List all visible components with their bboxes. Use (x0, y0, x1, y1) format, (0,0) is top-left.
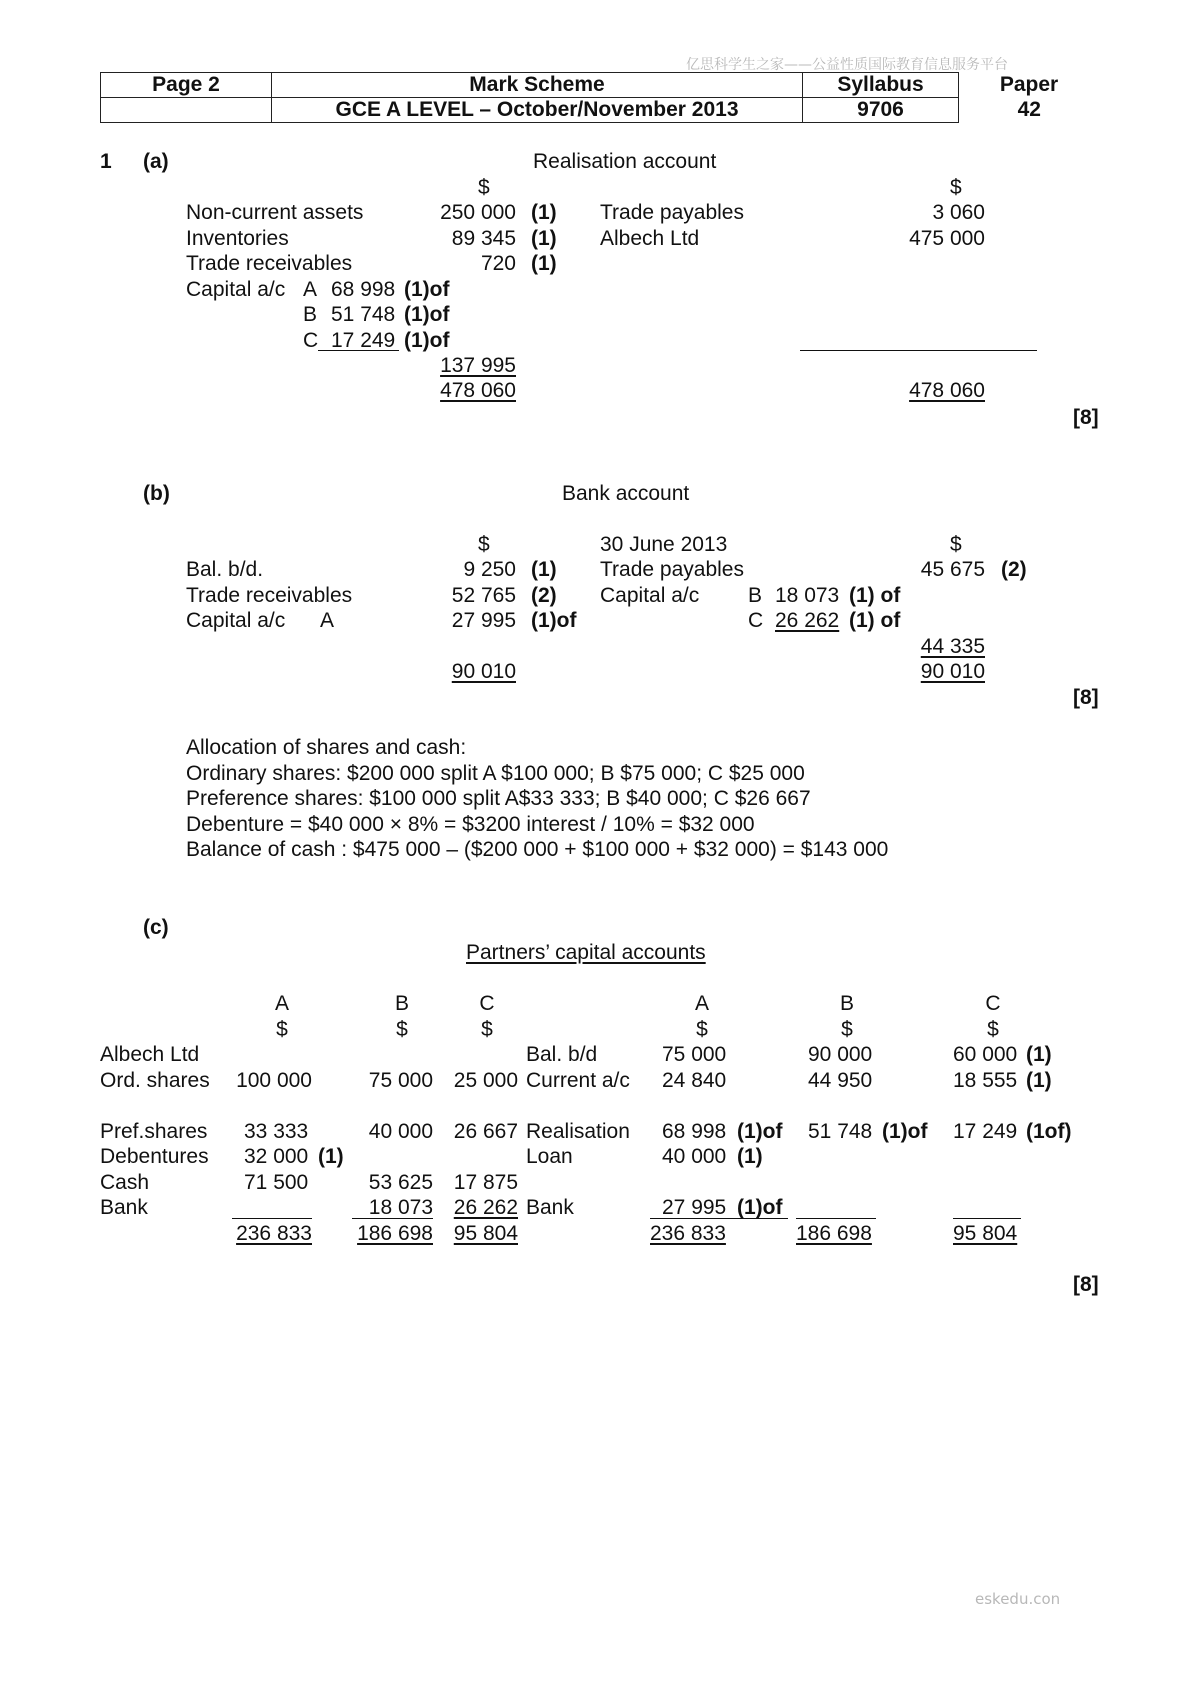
col-head-a: A (694, 992, 709, 1015)
header-page: Page 2 (101, 73, 272, 98)
capital-debit-a: 32 000 (244, 1145, 309, 1168)
bank-title: Bank account (562, 482, 690, 505)
bank-debit-label: Capital a/c (186, 609, 286, 632)
capital-credit-a-mark: (1) (737, 1145, 763, 1168)
capital-credit-b: 90 000 (808, 1043, 873, 1066)
capital-credit-b: 51 748 (808, 1120, 873, 1143)
realisation-credit-label: Trade payables (600, 201, 744, 224)
part-c-marks: [8] (1073, 1273, 1099, 1296)
bank-credit-dollar: $ (950, 533, 962, 556)
bank-credit-capital-value: 26 262 (775, 609, 840, 632)
realisation-debit-value: 720 (480, 252, 516, 275)
capital-debit-a: 33 333 (244, 1120, 309, 1143)
capital-debit-label: Pref.shares (100, 1120, 208, 1143)
allocation-line: Allocation of shares and cash: (186, 736, 467, 759)
bank-credit-value: 45 675 (920, 558, 985, 581)
col-head-a: A (274, 992, 289, 1015)
realisation-capital-total: 137 995 (440, 354, 516, 377)
realisation-debit-mark: (1) (531, 227, 557, 250)
bank-debit-value: 9 250 (463, 558, 516, 581)
capital-debit-a-mark: (1) (318, 1145, 344, 1168)
capital-credit-label: Bank (526, 1196, 574, 1219)
header-syllabus-label: Syllabus (803, 73, 959, 98)
capital-credit-a: 40 000 (662, 1145, 727, 1168)
capital-debit-b: 18 073 (368, 1196, 433, 1219)
col-head-c: C (479, 992, 495, 1015)
realisation-credit-label: Albech Ltd (600, 227, 700, 250)
realisation-debit-total: 478 060 (440, 379, 516, 402)
capital-debit-a-rule (232, 1218, 312, 1219)
capital-credit-b: 44 950 (808, 1069, 873, 1092)
capital-debit-total-b: 186 698 (357, 1222, 433, 1245)
realisation-capital-partner: B (303, 303, 318, 326)
bank-credit-capital-mark: (1) of (849, 609, 901, 632)
capital-credit-a-mark: (1)of (737, 1120, 783, 1143)
capital-debit-c: 25 000 (453, 1069, 518, 1092)
allocation-line: Balance of cash : $475 000 – ($200 000 + $100 000 + $32 000) = $143 000 (186, 838, 889, 861)
header-table (100, 72, 1100, 123)
capital-credit-c: 17 249 (953, 1120, 1018, 1143)
capital-credit-label: Realisation (526, 1120, 630, 1143)
capital-credit-total-b: 186 698 (796, 1222, 872, 1245)
capital-credit-c: 60 000 (953, 1043, 1018, 1066)
capital-debit-label: Debentures (100, 1145, 209, 1168)
bank-debit-value: 27 995 (451, 609, 516, 632)
capital-credit-a: 75 000 (662, 1043, 727, 1066)
allocation-line: Debenture = $40 000 × 8% = $3200 interest / 10% = $32 000 (186, 813, 755, 836)
capital-debit-total-c: 95 804 (453, 1222, 518, 1245)
watermark-top: 亿思科学生之家——公益性质国际教育信息服务平台 (686, 57, 1008, 73)
col-dollar: $ (987, 1018, 999, 1041)
capital-accounts-title: Partners’ capital accounts (466, 941, 706, 964)
allocation-line: Preference shares: $100 000 split A$33 333; B $40 000; C $26 667 (186, 787, 811, 810)
capital-credit-b-rule (796, 1218, 876, 1219)
question-number: 1 (100, 150, 112, 173)
allocation-line: Ordinary shares: $200 000 split A $100 000; B $75 000; C $25 000 (186, 762, 805, 785)
capital-debit-a: 71 500 (244, 1171, 309, 1194)
capital-debit-b: 53 625 (368, 1171, 433, 1194)
capital-credit-c-mark: (1) (1026, 1043, 1052, 1066)
header-syllabus: 9706 (803, 98, 959, 123)
realisation-capital-mark: (1)of (404, 278, 450, 301)
bank-debit-partner: A (320, 609, 335, 632)
bank-credit-mark: (2) (1001, 558, 1027, 581)
capital-debit-total-a: 236 833 (236, 1222, 312, 1245)
part-a-label: (a) (143, 150, 169, 173)
capital-credit-a: 68 998 (662, 1120, 727, 1143)
capital-debit-label: Cash (100, 1171, 150, 1194)
capital-debit-a: 100 000 (236, 1069, 312, 1092)
realisation-title: Realisation account (533, 150, 717, 173)
realisation-capital-value: 51 748 (331, 303, 396, 326)
watermark-bottom: eskedu.con (975, 1590, 1061, 1608)
realisation-credit-value: 3 060 (932, 201, 985, 224)
part-b-label: (b) (143, 482, 170, 505)
bank-debit-label: Trade receivables (186, 584, 353, 607)
capital-debit-b: 40 000 (368, 1120, 433, 1143)
realisation-capital-partner: C (303, 329, 319, 352)
bank-debit-total: 90 010 (451, 660, 516, 683)
col-dollar: $ (481, 1018, 493, 1041)
capital-credit-label: Bal. b/d (526, 1043, 598, 1066)
capital-credit-b-mark: (1)of (882, 1120, 928, 1143)
capital-credit-a: 27 995 (662, 1196, 727, 1219)
capital-credit-a-mark: (1)of (737, 1196, 783, 1219)
capital-credit-a: 24 840 (662, 1069, 727, 1092)
realisation-debit-label: Inventories (186, 227, 289, 250)
capital-credit-c: 18 555 (953, 1069, 1018, 1092)
capital-credit-total-c: 95 804 (953, 1222, 1018, 1245)
realisation-credit-rule (800, 350, 1037, 351)
realisation-debit-label: Trade receivables (186, 252, 353, 275)
realisation-capital-partner: A (303, 278, 318, 301)
col-dollar: $ (276, 1018, 288, 1041)
capital-debit-label: Bank (100, 1196, 148, 1219)
bank-date: 30 June 2013 (600, 533, 728, 556)
part-b-marks: [8] (1073, 686, 1099, 709)
realisation-capital-label: Capital a/c (186, 278, 286, 301)
realisation-debit-value: 89 345 (451, 227, 516, 250)
col-dollar: $ (696, 1018, 708, 1041)
capital-debit-label: Ord. shares (100, 1069, 210, 1092)
realisation-debit-mark: (1) (531, 252, 557, 275)
header-page-empty (101, 98, 272, 123)
capital-credit-total-a: 236 833 (650, 1222, 726, 1245)
capital-credit-label: Current a/c (526, 1069, 630, 1092)
part-a-marks: [8] (1073, 406, 1099, 429)
bank-credit-partner: C (748, 609, 764, 632)
bank-debit-mark: (1) (531, 558, 557, 581)
realisation-capital-mark: (1)of (404, 303, 450, 326)
header-paper-label: Paper (999, 73, 1059, 96)
bank-debit-mark: (2) (531, 584, 557, 607)
bank-credit-total: 90 010 (920, 660, 985, 683)
capital-credit-c-mark: (1) (1026, 1069, 1052, 1092)
col-dollar: $ (396, 1018, 408, 1041)
capital-debit-c: 17 875 (453, 1171, 518, 1194)
realisation-debit-mark: (1) (531, 201, 557, 224)
realisation-capital-value: 68 998 (331, 278, 396, 301)
realisation-credit-value: 475 000 (909, 227, 985, 250)
realisation-debit-dollar: $ (478, 176, 490, 199)
capital-debit-c: 26 262 (453, 1196, 518, 1219)
bank-debit-value: 52 765 (451, 584, 516, 607)
realisation-credit-total: 478 060 (909, 379, 985, 402)
bank-debit-label: Bal. b/d. (186, 558, 264, 581)
bank-credit-capital-mark: (1) of (849, 584, 901, 607)
bank-debit-mark: (1)of (531, 609, 577, 632)
header-paper: 42 (1017, 98, 1041, 121)
realisation-debit-value: 250 000 (440, 201, 516, 224)
realisation-credit-dollar: $ (950, 176, 962, 199)
realisation-capital-mark: (1)of (404, 329, 450, 352)
bank-credit-label: Trade payables (600, 558, 744, 581)
bank-credit-capital-value: 18 073 (775, 584, 840, 607)
header-subtitle: GCE A LEVEL – October/November 2013 (272, 98, 803, 123)
capital-credit-c-mark: (1of) (1026, 1120, 1072, 1143)
capital-debit-label: Albech Ltd (100, 1043, 200, 1066)
part-c-label: (c) (143, 916, 169, 939)
col-head-b: B (394, 992, 409, 1015)
realisation-debit-label: Non-current assets (186, 201, 364, 224)
col-dollar: $ (841, 1018, 853, 1041)
capital-credit-label: Loan (526, 1145, 573, 1168)
realisation-capital-value: 17 249 (331, 329, 396, 352)
capital-debit-c: 26 667 (453, 1120, 518, 1143)
bank-credit-capital-label: Capital a/c (600, 584, 700, 607)
capital-debit-b: 75 000 (368, 1069, 433, 1092)
col-head-b: B (839, 992, 854, 1015)
bank-credit-partner: B (748, 584, 763, 607)
bank-debit-dollar: $ (478, 533, 490, 556)
header-title: Mark Scheme (272, 73, 803, 98)
bank-credit-capital-total: 44 335 (920, 635, 985, 658)
capital-credit-c-rule (953, 1218, 1021, 1219)
col-head-c: C (985, 992, 1001, 1015)
